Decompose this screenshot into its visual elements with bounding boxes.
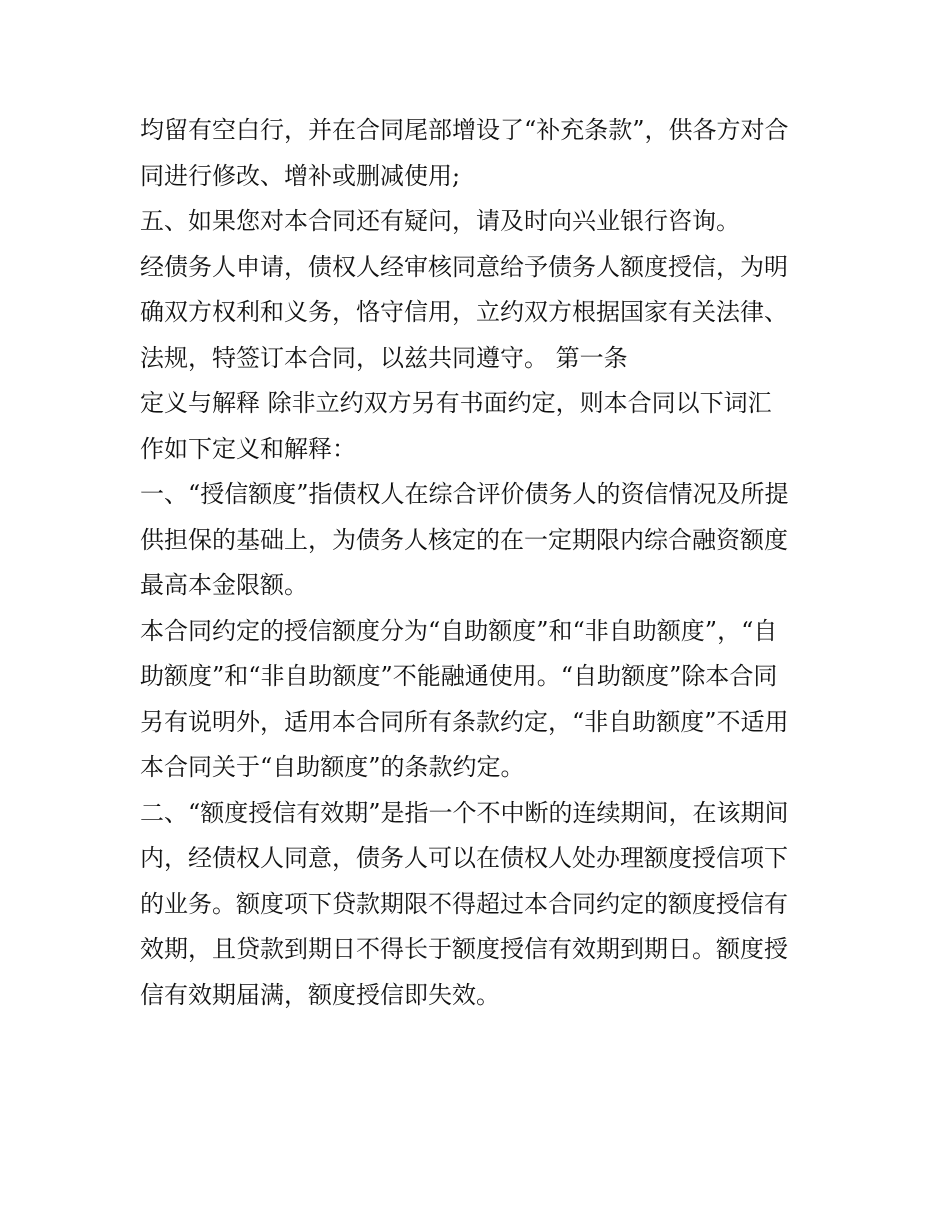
text-line: 一、“授信额度”指债权人在综合评价债务人的资信情况及所提 [140,480,789,508]
text-line: 内，经债权人同意，债务人可以在债权人处办理额度授信项下 [140,844,788,872]
text-line: 法规，特签订本合同，以兹共同遵守。 第一条 [140,343,628,372]
text-line: 助额度”和“非自助额度”不能融通使用。“自助额度”除本合同 [140,662,778,690]
text-line: 均留有空白行，并在合同尾部增设了“补充条款”，供各方对合 [140,116,789,144]
text-line: 的业务。额度项下贷款期限不得超过本合同约定的额度授信有 [140,889,788,918]
text-line: 定义与解释 除非立约双方另有书面约定，则本合同以下词汇 [140,389,772,417]
text-line: 效期，且贷款到期日不得长于额度授信有效期到期日。额度授 [140,935,788,963]
text-line: 供担保的基础上，为债务人核定的在一定期限内综合融资额度 [140,525,788,554]
text-line: 作如下定义和解释： [140,434,356,463]
text-line: 最高本金限额。 [140,571,308,599]
text-line: 另有说明外，适用本合同所有条款约定，“非自助额度”不适用 [140,707,789,736]
text-line: 本合同关于“自助额度”的条款约定。 [140,753,525,781]
text-line: 二、“额度授信有效期”是指一个不中断的连续期间，在该期间 [140,798,789,827]
text-line: 信有效期届满，额度授信即失效。 [140,980,500,1009]
text-line: 本合同约定的授信额度分为“自助额度”和“非自助额度”，“自 [140,616,778,645]
text-line: 确双方权利和义务，恪守信用，立约双方根据国家有关法律、 [140,298,788,326]
text-line: 五、如果您对本合同还有疑问，请及时向兴业银行咨询。 [140,207,740,235]
text-line: 同进行修改、增补或删减使用; [140,161,461,190]
text-line: 经债务人申请，债权人经审核同意给予债务人额度授信，为明 [140,252,788,281]
document-body [140,108,820,1018]
